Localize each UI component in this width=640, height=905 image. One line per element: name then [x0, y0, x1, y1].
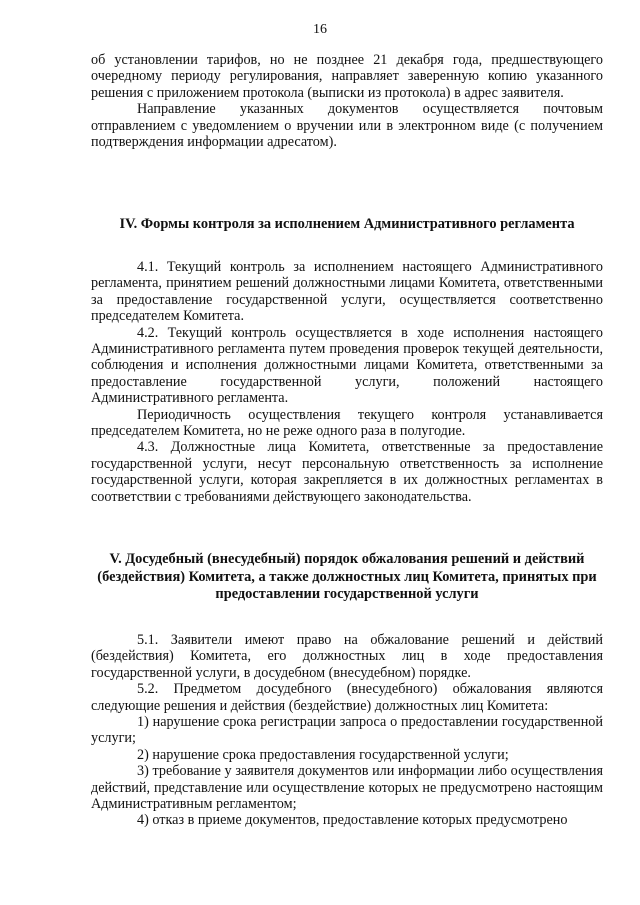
- section-5-title: V. Досудебный (внесудебный) порядок обжалования решений и действий (бездействия) Комитета, а также должностных лиц Комитета, принятых при предоставлении государственной услуги: [97, 551, 597, 603]
- list-item-1: 1) нарушение срока регистрации запроса о предоставлении государственной услуги;: [91, 714, 603, 747]
- intro-paragraph-1: об установлении тарифов, но не позднее 21 декабря года, предшествующего очередному периоду регулирования, направляет заверенную копию указанного решения с приложением протокола (выписки из протокола) в адрес заявителя.: [91, 52, 603, 101]
- paragraph-4-2-periodicity: Периодичность осуществления текущего контроля устанавливается председателем Комитета, но не реже одного раза в полугодие.: [91, 406, 603, 440]
- paragraph-4-1: 4.1. Текущий контроль за исполнением настоящего Административного регламента, принятием решений должностными лицами Комитета, ответственными за предоставление государственной услуги, осуществляется соответственно председателем Комитета.: [91, 259, 603, 325]
- intro-paragraph-2: Направление указанных документов осуществляется почтовым отправлением с уведомлением о вручении или в электронном виде (с получением подтверждения информации адресатом).: [91, 101, 603, 151]
- page-number: 16: [313, 22, 327, 37]
- intro-text: [91, 52, 603, 150]
- section-4: [91, 216, 603, 234]
- section-4-body: [91, 259, 603, 505]
- list-item-4: 4) отказ в приеме документов, предоставление которых предусмотрено: [137, 812, 568, 829]
- section-5: [91, 551, 603, 604]
- section-4-title: IV. Формы контроля за исполнением Административного регламента: [119, 216, 575, 232]
- paragraph-5-2: 5.2. Предметом досудебного (внесудебного) обжалования являются следующие решения и действия (бездействие) должностных лиц Комитета:: [91, 681, 603, 714]
- section-5-body: [91, 632, 603, 829]
- paragraph-4-2: 4.2. Текущий контроль осуществляется в ходе исполнения настоящего Административного регламента путем проведения проверок текущей деятельности, соблюдения и исполнения должностными лицами Комитета, ответственными за предоставление государственной услуги, положений настоящего Административного регламента.: [91, 324, 603, 407]
- paragraph-5-1: 5.1. Заявители имеют право на обжалование решений и действий (бездействия) Комитета, его должностных лиц в ходе предоставления государственной услуги, в досудебном (внесудебном) порядке.: [91, 632, 603, 681]
- paragraph-4-3: 4.3. Должностные лица Комитета, ответственные за предоставление государственной услуги, несут персональную ответственность за исполнение государственной услуги, которая закрепляется в их должностных регламентах в соответствии с требованиями действующего законодательства.: [91, 439, 603, 505]
- list-item-2: 2) нарушение срока предоставления государственной услуги;: [137, 746, 509, 763]
- list-item-3: 3) требование у заявителя документов или информации либо осуществления действий, представление или осуществление которых не предусмотрено настоящим Административным регламентом;: [91, 763, 603, 813]
